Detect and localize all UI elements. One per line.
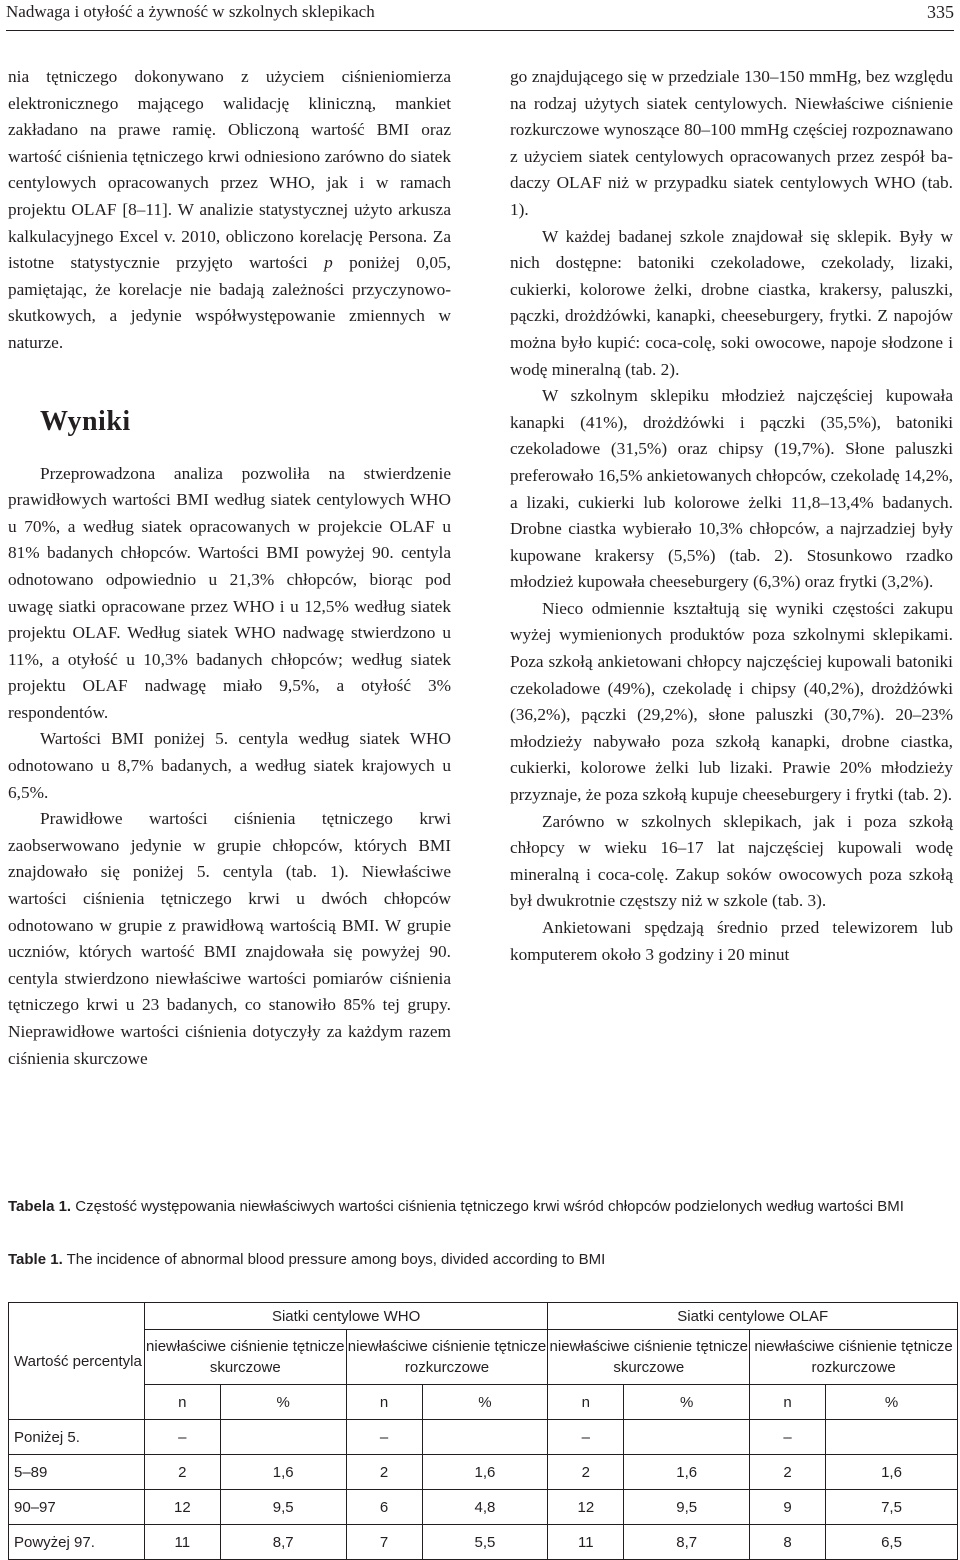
table-caption-pl: [8, 1195, 952, 1218]
table-label-pl: Tabela 1.: [8, 1198, 72, 1215]
paragraph: Zarówno w szkolnych sklepikach, jak i poza szkołą chłopcy w wieku 16–17 lat najczęściej kupowali wodę mineralną i coca-colę. Zakup soków owocowych poza szkołą był dwukrotnie częstszy niż w szkole (tab. 3).: [510, 811, 953, 911]
table-cell: 6: [346, 1490, 422, 1525]
table-cell: 12: [144, 1490, 220, 1525]
table-caption-en: [8, 1248, 952, 1271]
table-cell: 2: [144, 1455, 220, 1490]
paragraph: go znajdującego się w przedziale 130–150 mmHg, bez względu na rodzaj użytych siatek centylowych. Niewłaściwe ciśnienie rozkurczowe wynoszące 80–100 mmHg częściej rozpoznawano z użyciem siatek centylowych opracowanych przez zespół badaczy OLAF niż w przypadku siatek centylowych WHO (tab. 1).: [510, 67, 953, 219]
table-caption-text-en: The incidence of abnormal blood pressure among boys, divided according to BMI: [62, 1251, 606, 1268]
table-unit-header: %: [624, 1385, 750, 1420]
table-cell: 8,7: [220, 1525, 346, 1560]
table-caption-text-pl: Częstość występowania niewłaściwych wartości ciśnienia tętniczego krwi wśród chłopców podzielonych według wartości BMI: [71, 1198, 904, 1215]
table-cell: –: [750, 1420, 826, 1455]
table-unit-header: n: [750, 1385, 826, 1420]
table-subgroup-header: niewłaściwe ciśnienie tętnicze skurczowe: [144, 1330, 346, 1385]
table-cell: 11: [548, 1525, 624, 1560]
table-cell: 2: [548, 1455, 624, 1490]
table-cell: [220, 1420, 346, 1455]
row-label: Powyżej 97.: [9, 1525, 145, 1560]
table-unit-header: n: [144, 1385, 220, 1420]
page-number: 335: [927, 2, 954, 22]
table-cell: 8,7: [624, 1525, 750, 1560]
table-group-header: Siatki centylowe WHO: [144, 1303, 548, 1330]
table-cell: 9: [750, 1490, 826, 1525]
table-cell: [624, 1420, 750, 1455]
running-head: [6, 0, 954, 31]
table-label-en: Table 1.: [8, 1251, 63, 1268]
table-cell: –: [548, 1420, 624, 1455]
table-cell: –: [346, 1420, 422, 1455]
table-unit-header: %: [826, 1385, 958, 1420]
table-cell: 1,6: [422, 1455, 548, 1490]
table-subgroup-header: niewłaściwe ciśnienie tętnicze rozkurczowe: [750, 1330, 958, 1385]
table-subgroup-header: niewłaściwe ciśnienie tętnicze skurczowe: [548, 1330, 750, 1385]
table-cell: 7,5: [826, 1490, 958, 1525]
table-row: [9, 1420, 958, 1455]
table-cell: [422, 1420, 548, 1455]
paragraph: W każdej badanej szkole znajdował się sklepik. Były w nich dostępne: batoniki czekoladowe, czekolady, lizaki, cukierki, kolorowe żelki, drobne ciastka, krakersy, paluszki, pączki, drożdżówki, kanapki, cheeseburgery, frytki. Z napojów można było kupić: coca-colę, soki owocowe, napoje słodzone i wodę mineralną (tab. 2).: [510, 226, 953, 379]
running-title: Nadwaga i otyłość a żywność w szkolnych sklepikach: [6, 2, 375, 21]
table-cell: 11: [144, 1525, 220, 1560]
section-heading-wyniki: Wyniki: [40, 405, 131, 437]
table-unit-header: n: [346, 1385, 422, 1420]
row-label: 5–89: [9, 1455, 145, 1490]
row-label: 90–97: [9, 1490, 145, 1525]
left-column: [8, 64, 451, 1072]
table-row: [9, 1525, 958, 1560]
table-cell: [826, 1420, 958, 1455]
table-unit-header: %: [220, 1385, 346, 1420]
paragraph: Prawidłowe wartości ciśnienia tętniczego krwi zaobserwowano jedynie w grupie chłopców, których BMI znajdowało się poniżej 5. centyla (tab. 1). Niewłaściwe wartości ciśnienia tętniczego krwi u dwóch chłopców odnotowano w grupie z prawidłową wartością BMI. W grupie uczniów, których wartość BMI znajdowała się powyżej 90. centyla stwierdzono niewłaściwe wartości pomiarów ciśnienia tętniczego krwi u 23 badanych, co stanowiło 85% tej grupy. Nieprawidłowe wartości ciśnienia dotyczyły za każdym razem ciśnienia skurczowe: [8, 809, 451, 1068]
italic-p: p: [324, 253, 333, 273]
table-cell: –: [144, 1420, 220, 1455]
table-subgroup-header: niewłaściwe ciśnienie tętnicze rozkurczowe: [346, 1330, 548, 1385]
table-1: [8, 1302, 958, 1560]
paragraph: Nieco odmiennie kształtują się wyniki częstości zakupu wyżej wymienionych produktów poza szkolnymi sklepikami. Poza szkołą ankietowani chłopcy najczęściej kupowali batoniki czekoladowe (49%), czekoladę i chipsy (40,2%), drożdżówki (36,2%), pączki (29,2%), słone paluszki (30,7%). 20–23% młodzieży nabywało poza szkołą kanapki, drobne ciastka, cukierki, kolorowe żelki lub lizaki. Prawie 20% młodzieży przyznaje, że poza szkołą kupuje cheeseburgery i frytki (tab. 2).: [510, 598, 953, 805]
paragraph: W szkolnym sklepiku młodzież najczęściej kupowała kanapki (41%), drożdżówki i pączki (35,5%), batoniki czekoladowe (31,5%) oraz chipsy (19,7%). Słone paluszki preferowało 16,5% ankietowanych chłopców, czekoladę 14,2%, a lizaki, cukierki lub kolorowe żelki 11,8–13,4% badanych. Drobne ciastka wybierało 10,3% chłopców, a najrzadziej były kupowane krakersy (5,5%) (tab. 2). Stosunkowo rzadko młodzież kupowała cheeseburgery (6,3%) oraz frytki (3,2%).: [510, 386, 953, 592]
table-row: [9, 1455, 958, 1490]
table-cell: 1,6: [220, 1455, 346, 1490]
table-cell: 1,6: [624, 1455, 750, 1490]
table-unit-header: n: [548, 1385, 624, 1420]
table-cell: 9,5: [624, 1490, 750, 1525]
right-column: [510, 64, 953, 968]
row-label: Poniżej 5.: [9, 1420, 145, 1455]
table-cell: 2: [750, 1455, 826, 1490]
table-cell: 1,6: [826, 1455, 958, 1490]
table-cell: 2: [346, 1455, 422, 1490]
paragraph: nia tętniczego dokonywano z użyciem ciśnieniomierza elektronicznego mającego walidację kliniczną, mankiet zakładano na prawe ramię. Obliczoną wartość BMI oraz wartość ciśnienia tętniczego krwi odniesiono zarówno do siatek centylowych opracowanych przez WHO, jak i w ramach projektu OLAF [8–11]. W analizie statystycznej użyto arkusza kalkulacyjnego Excel v. 2010, obliczono korelację Persona. Za istotne statystycznie przyjęto wartości p poniżej 0,05, pamiętając, że korelacje nie badają zależności przyczynowo-skutkowych, a jedynie współwystępowanie zmiennych w naturze.: [8, 67, 451, 352]
table-cell: 4,8: [422, 1490, 548, 1525]
table-cell: 5,5: [422, 1525, 548, 1560]
table-group-header: Siatki centylowe OLAF: [548, 1303, 958, 1330]
table-cell: 6,5: [826, 1525, 958, 1560]
table-corner-header: Wartość percentyla: [9, 1303, 145, 1420]
table-row: [9, 1490, 958, 1525]
table-cell: 8: [750, 1525, 826, 1560]
table-unit-header: %: [422, 1385, 548, 1420]
paragraph: Przeprowadzona analiza pozwoliła na stwierdzenie prawidłowych wartości BMI według siatek centylowych WHO u 70%, a według siatek opracowanych w projekcie OLAF u 81% badanych chłopców. Wartości BMI powyżej 90. centyla odnotowano odpowiednio u 21,3% chłopców, biorąc pod uwagę siatki opracowane przez WHO i u 12,5% według siatek projektu OLAF. Według siatek WHO nadwagę stwierdzono u 11%, a otyłość u 10,3% badanych chłopców; według siatek projektu OLAF nadwagę miało 9,5%, a otyłość 3% respondentów.: [8, 463, 451, 722]
paragraph: Ankietowani spędzają średnio przed telewizorem lub komputerem około 3 godziny i 20 minut: [510, 918, 953, 964]
paragraph: Wartości BMI poniżej 5. centyla według siatek WHO odnotowano u 8,7% badanych, a według siatek krajowych u 6,5%.: [8, 729, 451, 802]
table-cell: 7: [346, 1525, 422, 1560]
table-cell: 9,5: [220, 1490, 346, 1525]
table-cell: 12: [548, 1490, 624, 1525]
